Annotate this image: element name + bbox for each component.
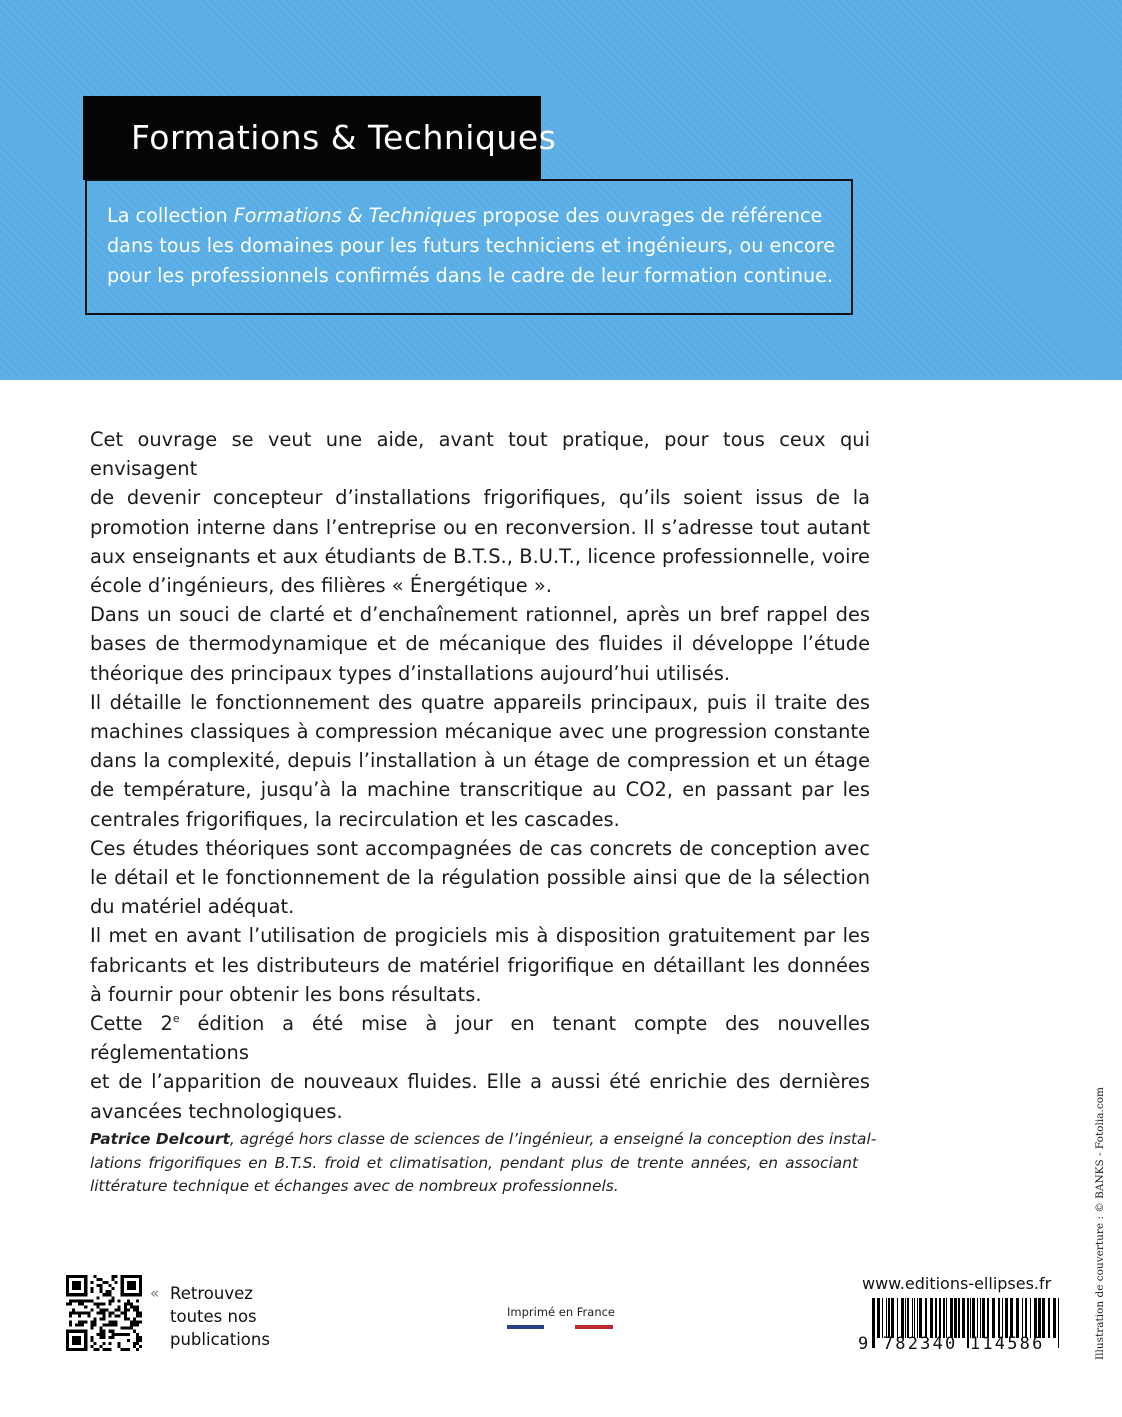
description-line: Cet ouvrage se veut une aide, avant tout pratique, pour tous ceux qui envisagent <box>90 428 870 481</box>
intro-line: pour les professionnels confirmés dans le cadre de leur formation continue. <box>107 264 834 287</box>
edition-superscript: e <box>172 1012 180 1026</box>
flag-red-bar <box>575 1325 613 1329</box>
description-line: le détail et le fonctionnement de la régulation possible ainsi que de la sélection <box>90 866 870 890</box>
publications-text-line: toutes nos <box>170 1307 257 1326</box>
collection-title-box <box>83 96 557 180</box>
flag-blue-bar <box>507 1325 544 1329</box>
description-line: avancées technologiques. <box>90 1099 343 1123</box>
publications-text-line: publications <box>170 1330 270 1349</box>
description-line: de devenir concepteur d’installations frigorifiques, qu’ils soient issus de la <box>90 486 870 510</box>
description-line: Il détaille le fonctionnement des quatre appareils principaux, puis il traite des <box>90 690 870 714</box>
author-bio-line: lations frigorifiques en B.T.S. froid et climatisation, pendant plus de trente années, en associant <box>90 1153 858 1172</box>
description-line: bases de thermodynamique et de mécanique des fluides il développe l’étude <box>90 632 870 656</box>
edition-line: Cette 2e édition a été mise à jour en tenant compte des nouvelles réglementations <box>90 1012 870 1065</box>
printed-in-france: Imprimé en France <box>507 1305 616 1319</box>
description-line: théorique des principaux types d’installations aujourd’hui utilisés. <box>90 661 731 685</box>
publisher-website[interactable]: www.editions-ellipses.fr <box>862 1274 1052 1293</box>
collection-title: Formations & Techniques <box>131 118 557 157</box>
description-line: de température, jusqu’à la machine transcritique au CO2, en passant par les <box>90 778 870 802</box>
cover-illustration-credit: Illustration de couverture : © BANKS - Fotolia.com <box>1094 1087 1106 1360</box>
intro-line: La collection Formations & Techniques propose des ouvrages de référence <box>107 204 823 227</box>
description-line: Ces études théoriques sont accompagnées de cas concrets de conception avec <box>90 836 870 860</box>
author-bio-line: littérature technique et échanges avec de nombreux professionnels. <box>90 1177 619 1196</box>
intro-line: dans tous les domaines pour les futurs techniciens et ingénieurs, ou encore <box>107 234 836 257</box>
description-line: promotion interne dans l’entreprise ou en reconversion. Il s’adresse tout autant <box>90 515 870 539</box>
isbn-digits: 9 782340 114586 <box>858 1334 1045 1354</box>
description-line: aux enseignants et aux étudiants de B.T.S., B.U.T., licence professionnelle, voire <box>90 544 870 568</box>
description-line: Dans un souci de clarté et d’enchaînement rationnel, après un bref rappel des <box>90 603 870 627</box>
french-flag-bars <box>507 1325 613 1329</box>
collection-name-italic: Formations & Techniques <box>233 204 477 227</box>
description-line: Il met en avant l’utilisation de progiciels mis à disposition gratuitement par les <box>90 924 870 948</box>
description-line: fabricants et les distributeurs de matériel frigorifique en détaillant les données <box>90 953 870 977</box>
book-description <box>90 425 870 1126</box>
author-bio <box>90 1128 877 1199</box>
description-line: centrales frigorifiques, la recirculation et les cascades. <box>90 807 620 831</box>
publications-text-line: Retrouvez <box>170 1284 253 1303</box>
description-line: à fournir pour obtenir les bons résultats. <box>90 982 482 1006</box>
author-name: Patrice Delcourt <box>90 1130 230 1148</box>
description-line: machines classiques à compression mécanique avec une progression constante <box>90 720 870 744</box>
description-line: dans la complexité, depuis l’installation à un étage de compression et un étage <box>90 749 870 773</box>
collection-intro-text <box>107 201 847 291</box>
collection-intro-box <box>85 179 853 315</box>
author-bio-line: Patrice Delcourt, agrégé hors classe de sciences de l’ingénieur, a enseigné la conception des instal- <box>90 1130 877 1148</box>
description-line: et de l’apparition de nouveaux fluides. Elle a aussi été enrichie des dernières <box>90 1070 870 1094</box>
qr-code[interactable] <box>66 1275 142 1351</box>
double-chevron-left-icon: « <box>150 1284 160 1302</box>
description-line: école d’ingénieurs, des filières « Énergétique ». <box>90 574 552 598</box>
description-line: du matériel adéquat. <box>90 895 295 919</box>
